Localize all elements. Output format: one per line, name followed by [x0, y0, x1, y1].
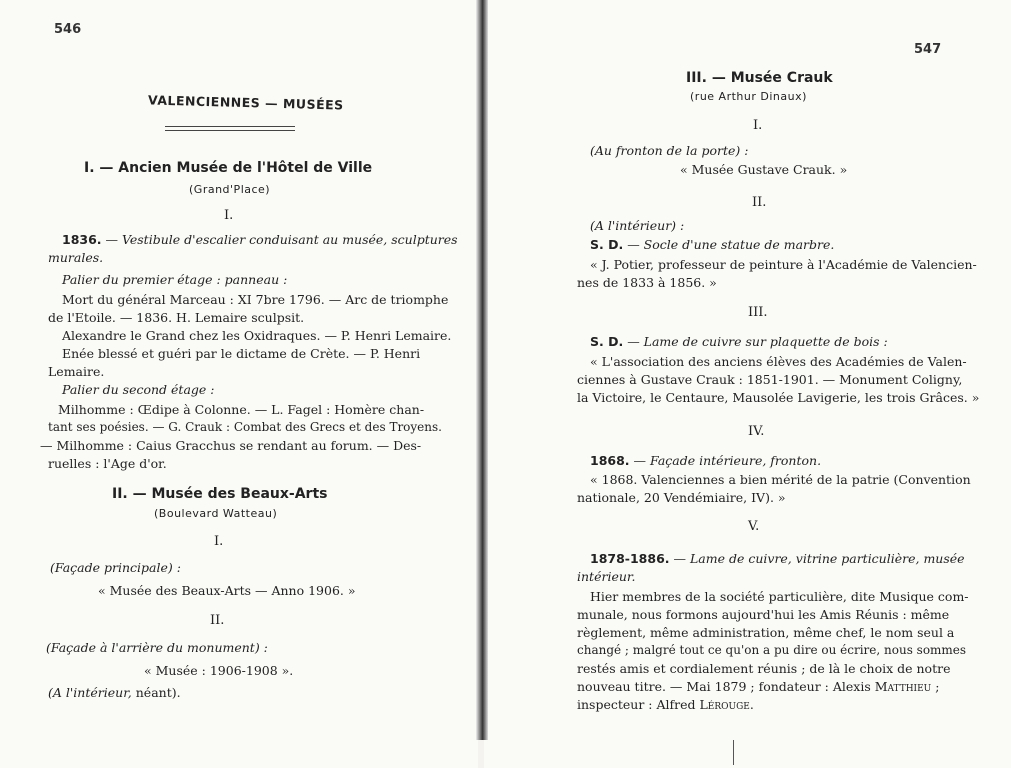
- section-1-heading-text: I. — Ancien Musée de l'Hôtel de Ville: [84, 160, 373, 176]
- sd-label-1: S. D.: [590, 237, 624, 252]
- section-1-roman-i: I.: [224, 208, 234, 223]
- entry-1878: [590, 551, 965, 566]
- entry-1878-text: — Lame de cuivre, vitrine particulière, musée: [669, 551, 965, 566]
- text-l7: tant ses poésies. — G. Crauk : Combat des Grecs et des Troyens.: [48, 420, 442, 434]
- text-l6: Milhomme : Œdipe à Colonne. — L. Fagel : Homère chan-: [58, 402, 425, 417]
- book-gutter: [476, 0, 488, 740]
- page-number-left: 546: [54, 22, 82, 37]
- sd-socle: [590, 237, 834, 252]
- year-1836: 1836.: [62, 232, 102, 247]
- section-2-roman-ii: II.: [210, 613, 225, 628]
- text-l5: Lemaire.: [48, 364, 105, 379]
- section-3-roman-ii: II.: [752, 195, 767, 210]
- potier-line-2: nes de 1833 à 1856. »: [577, 275, 717, 290]
- text-l8: — Milhomme : Caius Gracchus se rendant au forum. — Des-: [40, 438, 422, 453]
- inscription-musee: « Musée : 1906-1908 ».: [144, 663, 294, 678]
- interieur-label: (A l'intérieur,: [48, 685, 132, 700]
- interieur-value: néant).: [131, 685, 181, 700]
- para-h7: [577, 697, 754, 712]
- text-l3: Alexandre le Grand chez les Oxidraques. — P. Henri Lemaire.: [62, 328, 452, 343]
- para-h7-text: inspecteur : Alfred: [577, 697, 700, 712]
- para-h6-end: ;: [931, 679, 940, 694]
- assoc-line-1: « L'association des anciens élèves des Académies de Valen-: [590, 354, 967, 369]
- assoc-line-2: ciennes à Gustave Crauk : 1851-1901. — Monument Coligny,: [577, 372, 963, 387]
- running-title: VALENCIENNES — MUSÉES: [147, 92, 344, 113]
- text-l2: de l'Etoile. — 1836. H. Lemaire sculpsit.: [48, 310, 305, 325]
- facade-arriere: (Façade à l'arrière du monument) :: [46, 640, 268, 655]
- para-h4: changé ; malgré tout ce qu'on a pu dire ou écrire, nous sommes: [577, 643, 967, 657]
- section-3-subtitle: (rue Arthur Dinaux): [690, 90, 807, 103]
- entry-1878-cont: intérieur.: [577, 569, 636, 584]
- para-h5: restés amis et cordialement réunis ; de là le choix de notre: [577, 661, 951, 676]
- page-number-right: 547: [914, 42, 942, 57]
- para-h7-end: .: [749, 697, 754, 712]
- section-2-subtitle: (Boulevard Watteau): [154, 507, 278, 520]
- sd-lame-text: — Lame de cuivre sur plaquette de bois :: [623, 334, 888, 349]
- interieur-neant: [48, 685, 181, 700]
- sd-label-2: S. D.: [590, 334, 624, 349]
- section-3-roman-v: V.: [748, 519, 760, 534]
- entry-1868-text: — Façade intérieure, fronton.: [629, 453, 822, 468]
- text-l9: ruelles : l'Age d'or.: [48, 456, 167, 471]
- facade-principale: (Façade principale) :: [50, 560, 181, 575]
- founder-name: Matthieu: [874, 679, 932, 694]
- para-h2: munale, nous formons aujourd'hui les Amis Réunis : même: [577, 607, 950, 622]
- year-1868: 1868.: [590, 453, 630, 468]
- text-l4: Enée blessé et guéri par le dictame de Crète. — P. Henri: [62, 346, 421, 361]
- section-1-subtitle: (Grand'Place): [189, 183, 271, 196]
- para-h1: Hier membres de la société particulière, dite Musique com-: [590, 589, 969, 604]
- title-rule-top: [165, 126, 295, 127]
- potier-line-1: « J. Potier, professeur de peinture à l'Académie de Valencien-: [590, 257, 977, 272]
- fronton-porte: (Au fronton de la porte) :: [590, 143, 749, 158]
- title-rule-bottom: [165, 130, 295, 131]
- sd-lame: [590, 334, 888, 349]
- section-3-heading: III. — Musée Crauk: [686, 70, 833, 86]
- entry-1836: [62, 232, 458, 247]
- text-l1: Mort du général Marceau : XI 7bre 1796. — Arc de triomphe: [62, 292, 449, 307]
- inscription-crauk: « Musée Gustave Crauk. »: [680, 162, 848, 177]
- para-h6: [577, 679, 939, 694]
- entry-1868: [590, 453, 821, 468]
- entry-1836-cont: murales.: [48, 250, 104, 265]
- section-3-roman-iv: IV.: [748, 424, 765, 439]
- section-3-roman-i: I.: [753, 118, 763, 133]
- assoc-line-3: la Victoire, le Centaure, Mausolée Lavigerie, les trois Grâces. »: [577, 390, 980, 405]
- para-h6-text: nouveau titre. — Mai 1879 ; fondateur : Alexis: [577, 679, 875, 694]
- section-1-heading: [84, 160, 372, 176]
- entry-1836-text: — Vestibule d'escalier conduisant au musée, sculptures: [101, 232, 458, 247]
- interieur-crauk: (A l'intérieur) :: [590, 218, 685, 233]
- scan-mark: [733, 740, 734, 765]
- year-1878: 1878-1886.: [590, 551, 670, 566]
- convention-line-1: « 1868. Valenciennes a bien mérité de la patrie (Convention: [590, 472, 971, 487]
- section-2-heading: II. — Musée des Beaux-Arts: [112, 486, 328, 502]
- sd-socle-text: — Socle d'une statue de marbre.: [623, 237, 835, 252]
- convention-line-2: nationale, 20 Vendémiaire, IV). »: [577, 490, 786, 505]
- section-3-roman-iii: III.: [748, 305, 768, 320]
- section-2-roman-i: I.: [214, 534, 224, 549]
- inspector-name: Lérouge: [699, 697, 750, 712]
- palier-1: Palier du premier étage : panneau :: [62, 272, 288, 287]
- palier-2: Palier du second étage :: [62, 382, 215, 397]
- para-h3: règlement, même administration, même chef, le nom seul a: [577, 625, 955, 640]
- inscription-beaux-arts: « Musée des Beaux-Arts — Anno 1906. »: [98, 583, 356, 598]
